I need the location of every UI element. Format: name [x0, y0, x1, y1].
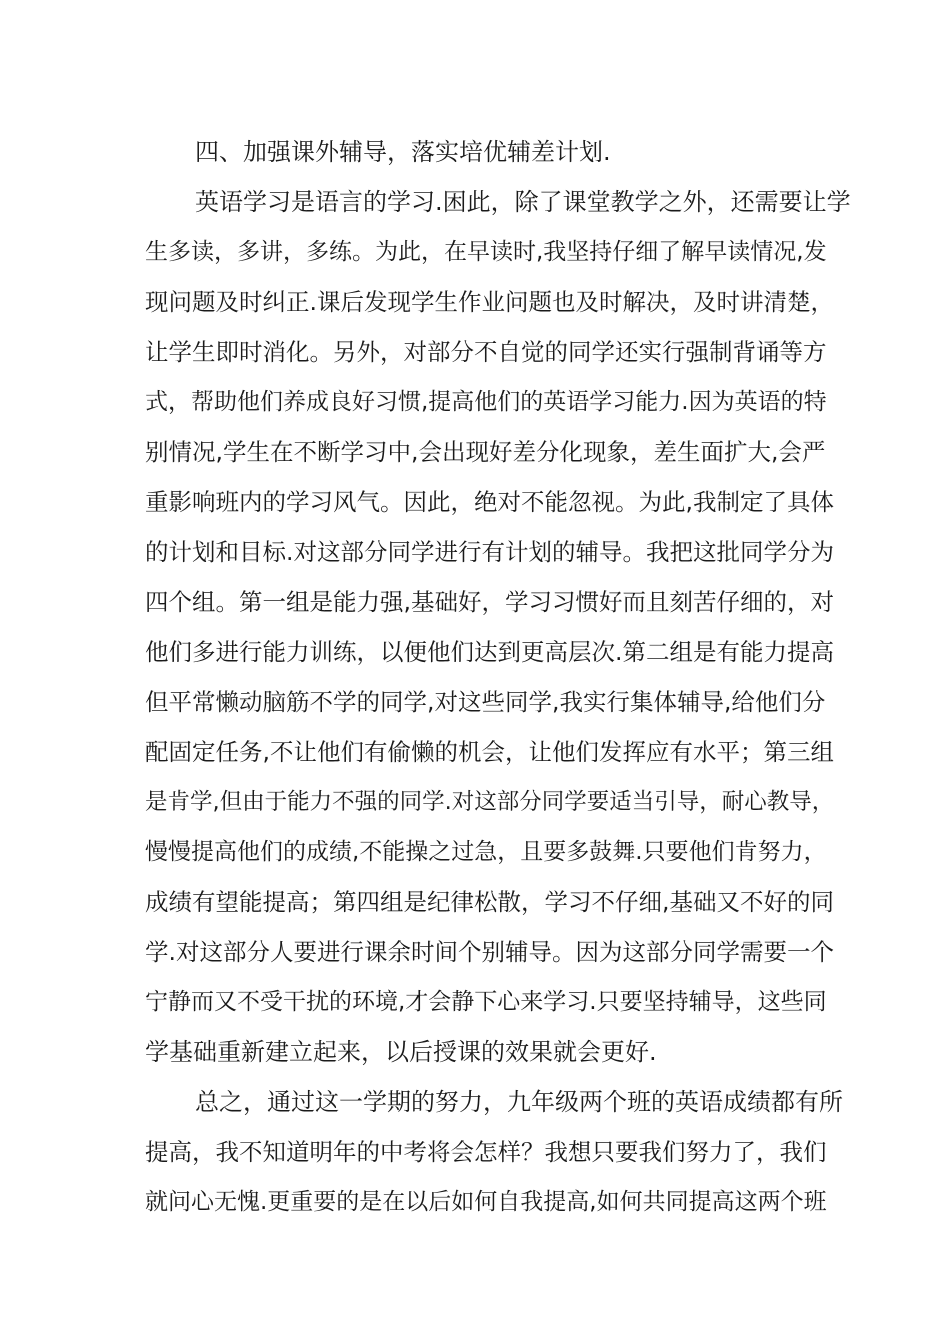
paragraph-line: 总之，通过这一学期的努力，九年级两个班的英语成绩都有所	[195, 1088, 843, 1116]
paragraph-line: 配固定任务,不让他们有偷懒的机会，让他们发挥应有水平；第三组	[145, 738, 834, 766]
paragraph-line: 是肯学,但由于能力不强的同学.对这部分同学要适当引导，耐心教导，	[145, 789, 835, 815]
paragraph-line: 别情况,学生在不断学习中,会出现好差分化现象，差生面扩大,会严	[145, 438, 826, 466]
paragraph-line: 英语学习是语言的学习.困此，除了课堂教学之外，还需要让学	[195, 188, 851, 216]
paragraph-line: 他们多进行能力训练，以便他们达到更高层次.第二组是有能力提高	[145, 638, 834, 666]
paragraph-line: 重影响班内的学习风气。因此，绝对不能忽视。为此,我制定了具体	[145, 488, 834, 516]
paragraph-line: 就问心无愧.更重要的是在以后如何自我提高,如何共同提高这两个班	[145, 1189, 827, 1215]
paragraph-line: 但平常懒动脑筋不学的同学,对这些同学,我实行集体辅导,给他们分	[145, 688, 826, 716]
paragraph-line: 生多读，多讲，多练。为此，在早读时,我坚持仔细了解早读情况,发	[145, 239, 827, 265]
paragraph-line: 的计划和目标.对这部分同学进行有计划的辅导。我把这批同学分为	[145, 538, 834, 566]
paragraph-line: 学基础重新建立起来，以后授课的效果就会更好.	[145, 1038, 657, 1066]
section-heading: 四、加强课外辅导，落实培优辅差计划.	[195, 138, 611, 166]
paragraph-line: 现问题及时纠正.课后发现学生作业问题也及时解决，及时讲清楚，	[145, 288, 834, 316]
paragraph-line: 学.对这部分人要进行课余时间个别辅导。因为这部分同学需要一个	[145, 938, 834, 966]
paragraph-line: 成绩有望能提高；第四组是纪律松散，学习不仔细,基础又不好的同	[145, 888, 834, 916]
paragraph-line: 四个组。第一组是能力强,基础好，学习习惯好而且刻苦仔细的，对	[145, 588, 834, 616]
paragraph-line: 让学生即时消化。另外，对部分不自觉的同学还实行强制背诵等方	[145, 338, 827, 366]
paragraph-line: 慢慢提高他们的成绩,不能操之过急，且要多鼓舞.只要他们肯努力，	[145, 839, 827, 865]
paragraph-line: 提高，我不知道明年的中考将会怎样？我想只要我们努力了，我们	[145, 1138, 827, 1166]
paragraph-line: 宁静而又不受干扰的环境,才会静下心来学习.只要坚持辅导，这些同	[145, 989, 827, 1015]
paragraph-line: 式，帮助他们养成良好习惯,提高他们的英语学习能力.因为英语的特	[145, 389, 827, 415]
